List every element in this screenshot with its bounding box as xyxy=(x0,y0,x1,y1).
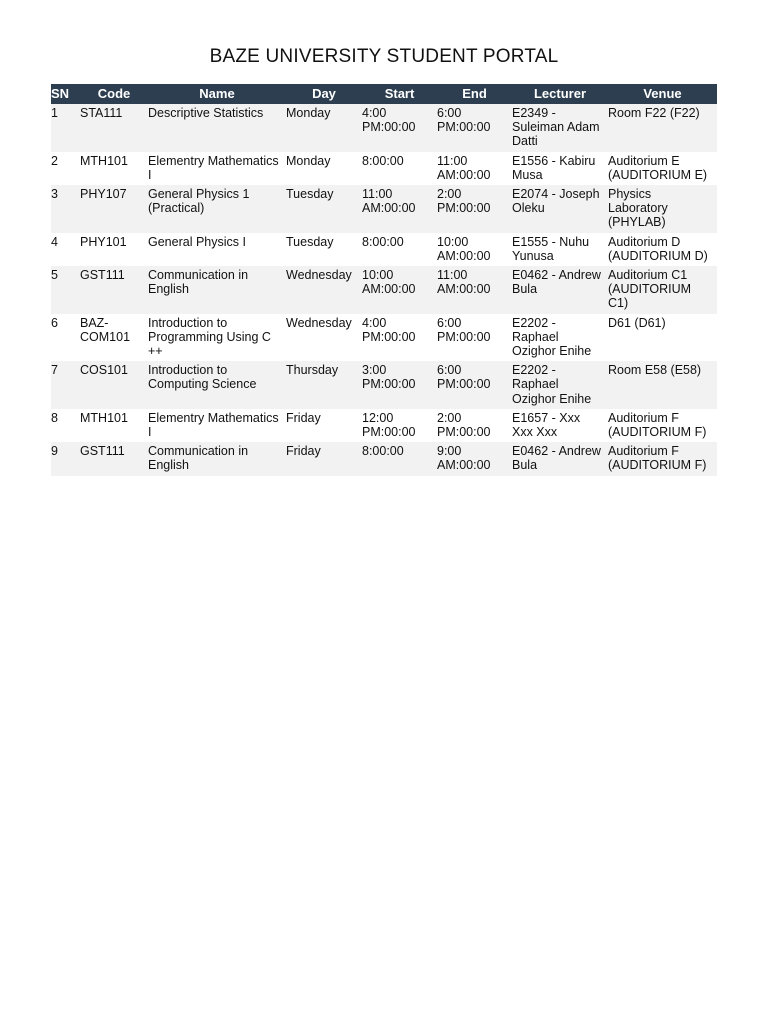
table-row xyxy=(51,361,717,409)
page-title: BAZE UNIVERSITY STUDENT PORTAL xyxy=(209,46,559,67)
cell-sn: 7 xyxy=(51,363,58,378)
cell-sn: 2 xyxy=(51,153,58,168)
cell-name: Communication in English xyxy=(148,444,249,473)
cell-day: Tuesday xyxy=(286,234,334,249)
cell-lecturer: E2202 - Raphael Ozighor Enihe xyxy=(512,315,592,359)
cell-code: MTH101 xyxy=(80,410,128,425)
cell-day: Tuesday xyxy=(286,187,334,202)
cell-day: Wednesday xyxy=(286,268,352,283)
cell-day: Monday xyxy=(286,153,331,168)
cell-lecturer: E0462 - Andrew Bula xyxy=(512,444,601,473)
column-header-name: Name xyxy=(199,85,235,101)
table-row xyxy=(51,314,717,362)
column-header-sn: SN xyxy=(51,85,70,101)
cell-name: General Physics I xyxy=(148,234,246,249)
column-header-lecturer: Lecturer xyxy=(533,85,587,101)
cell-code: GST111 xyxy=(80,268,125,283)
cell-start: 10:00 AM:00:00 xyxy=(362,268,416,297)
cell-venue: Physics Laboratory (PHYLAB) xyxy=(608,187,668,230)
column-header-day: Day xyxy=(312,85,336,101)
cell-venue: Auditorium C1 (AUDITORIUM C1) xyxy=(608,268,692,311)
cell-lecturer: E2074 - Joseph Oleku xyxy=(512,187,600,216)
cell-sn: 9 xyxy=(51,444,58,459)
cell-lecturer: E0462 - Andrew Bula xyxy=(512,268,601,297)
timetable-body xyxy=(51,104,717,476)
cell-start: 8:00:00 xyxy=(362,234,404,249)
cell-code: STA111 xyxy=(80,106,123,120)
cell-venue: Auditorium D (AUDITORIUM D) xyxy=(608,234,708,263)
cell-lecturer: E1555 - Nuhu Yunusa xyxy=(512,234,590,263)
cell-name: Introduction to Computing Science xyxy=(148,363,257,392)
cell-end: 10:00 AM:00:00 xyxy=(437,234,491,263)
cell-code: PHY101 xyxy=(80,234,127,249)
cell-start: 11:00 AM:00:00 xyxy=(362,187,416,216)
cell-code: BAZ-COM101 xyxy=(80,315,131,344)
table-row xyxy=(51,409,717,442)
cell-lecturer: E1556 - Kabiru Musa xyxy=(512,153,596,182)
cell-venue: Auditorium F (AUDITORIUM F) xyxy=(608,444,707,473)
cell-name: Communication in English xyxy=(148,268,249,297)
cell-start: 12:00 PM:00:00 xyxy=(362,410,416,440)
cell-lecturer: E2349 - Suleiman Adam Datti xyxy=(512,106,600,149)
cell-name: Elementry Mathematics I xyxy=(148,153,279,182)
table-row xyxy=(51,104,717,152)
column-header-venue: Venue xyxy=(643,85,682,101)
cell-name: Descriptive Statistics xyxy=(148,106,264,120)
cell-sn: 1 xyxy=(51,106,58,120)
cell-code: COS101 xyxy=(80,363,128,378)
cell-code: GST111 xyxy=(80,444,125,459)
cell-venue: Auditorium F (AUDITORIUM F) xyxy=(608,410,707,440)
column-header-start: Start xyxy=(384,85,415,101)
cell-code: MTH101 xyxy=(80,153,128,168)
cell-start: 4:00 PM:00:00 xyxy=(362,315,416,344)
cell-day: Monday xyxy=(286,106,331,120)
cell-name: Introduction to Programming Using C ++ xyxy=(148,315,271,359)
cell-start: 8:00:00 xyxy=(362,153,404,168)
cell-venue: D61 (D61) xyxy=(608,315,666,330)
cell-day: Thursday xyxy=(286,363,339,378)
cell-name: Elementry Mathematics I xyxy=(148,410,279,440)
cell-day: Friday xyxy=(286,444,321,459)
cell-end: 11:00 AM:00:00 xyxy=(437,153,491,182)
cell-day: Friday xyxy=(286,410,321,425)
cell-start: 8:00:00 xyxy=(362,444,404,459)
cell-end: 9:00 AM:00:00 xyxy=(437,444,491,473)
cell-name: General Physics 1 (Practical) xyxy=(148,187,250,216)
cell-sn: 6 xyxy=(51,315,58,330)
cell-lecturer: E2202 - Raphael Ozighor Enihe xyxy=(512,363,592,406)
cell-end: 2:00 PM:00:00 xyxy=(437,410,491,440)
cell-start: 3:00 PM:00:00 xyxy=(362,363,416,392)
cell-code: PHY107 xyxy=(80,187,127,202)
cell-venue: Room E58 (E58) xyxy=(608,363,702,378)
column-header-code: Code xyxy=(97,85,131,101)
cell-sn: 4 xyxy=(51,234,58,249)
cell-sn: 3 xyxy=(51,187,58,202)
cell-lecturer: E1657 - Xxx Xxx Xxx xyxy=(512,410,581,440)
column-header-end: End xyxy=(462,85,487,101)
cell-venue: Auditorium E (AUDITORIUM E) xyxy=(608,153,708,182)
cell-end: 6:00 PM:00:00 xyxy=(437,315,491,344)
table-row xyxy=(51,152,717,185)
cell-sn: 5 xyxy=(51,268,58,283)
table-row xyxy=(51,442,717,475)
table-row xyxy=(51,233,717,266)
cell-end: 2:00 PM:00:00 xyxy=(437,187,491,216)
cell-start: 4:00 PM:00:00 xyxy=(362,106,416,135)
timetable xyxy=(51,84,717,476)
table-row xyxy=(51,185,717,233)
table-header-row xyxy=(51,84,717,104)
table-row xyxy=(51,266,717,314)
cell-end: 6:00 PM:00:00 xyxy=(437,106,491,135)
cell-venue: Room F22 (F22) xyxy=(608,106,700,120)
cell-day: Wednesday xyxy=(286,315,352,330)
cell-end: 11:00 AM:00:00 xyxy=(437,268,491,297)
cell-sn: 8 xyxy=(51,410,58,425)
cell-end: 6:00 PM:00:00 xyxy=(437,363,491,392)
